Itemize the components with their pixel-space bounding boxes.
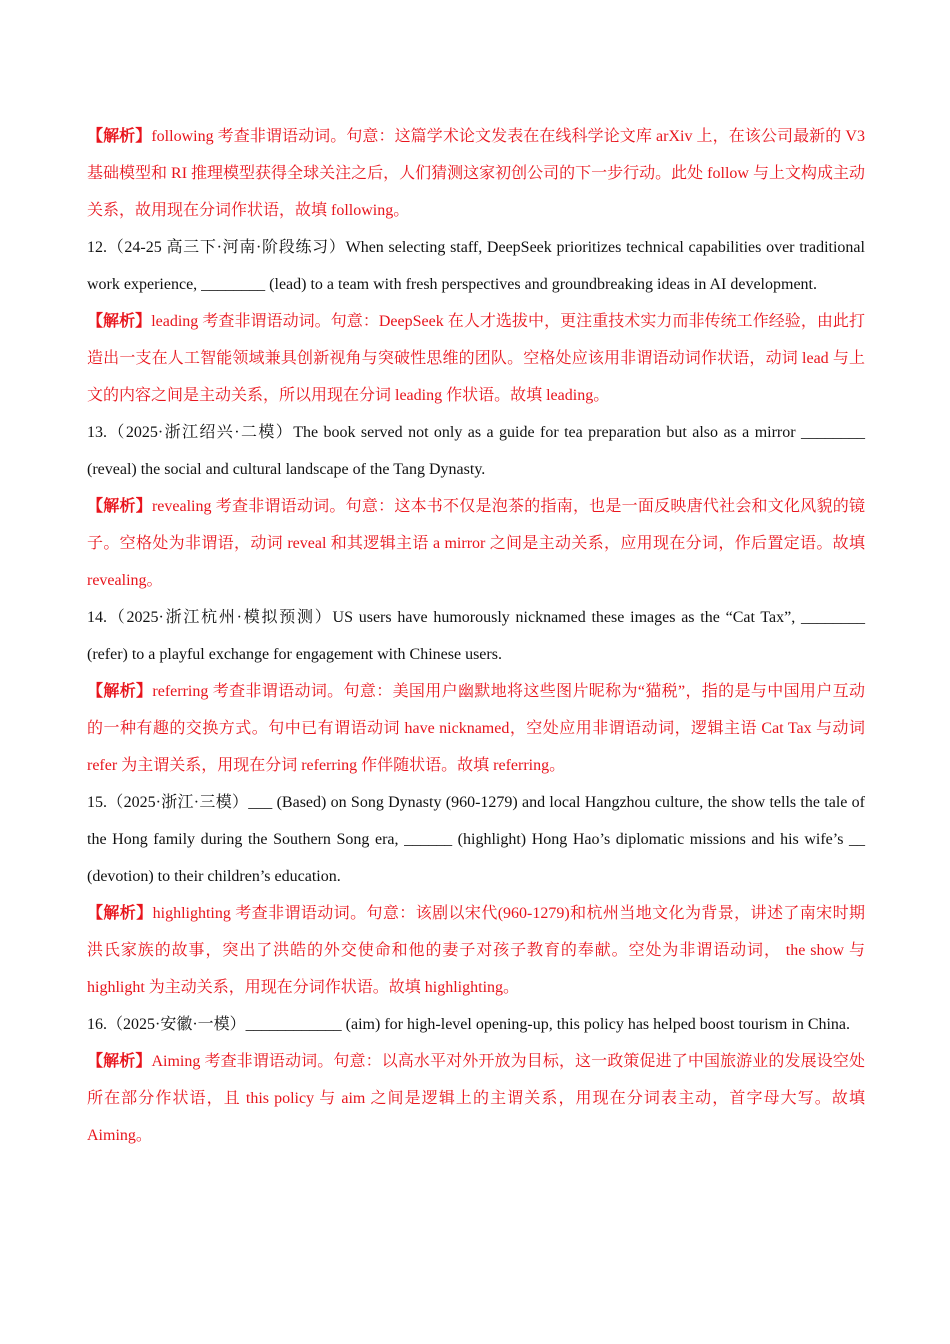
question-paragraph xyxy=(87,229,865,303)
question-text: (Based) on Song Dynasty (960-1279) and local Hangzhou culture, the show tells the tale of the Hong family during the Southern Song era, xyxy=(87,794,865,848)
question-source: （2025·安徽·一模） xyxy=(107,1016,246,1033)
analysis-tag: 【解析】 xyxy=(87,1053,152,1070)
analysis-paragraph xyxy=(87,895,865,1006)
answer-blank: ________ xyxy=(801,609,865,626)
analysis-tag: 【解析】 xyxy=(87,683,153,700)
analysis-text: referring 考查非谓语动词。句意：美国用户幽默地将这些图片昵称为“猫税”，指的是与中国用户互动的一种有趣的交换方式。句中已有谓语动词 have nicknamed，空处应用非谓语动词，逻辑主语 Cat Tax 与动词 refer 为主谓关系，用现在分词 referring 作伴随状语。故填 referring。 xyxy=(87,683,865,774)
answer-blank: ________ xyxy=(201,276,266,293)
question-number: 16. xyxy=(87,1016,107,1033)
analysis-tag: 【解析】 xyxy=(87,128,152,145)
question-number: 14. xyxy=(87,609,107,626)
answer-blank: ___ xyxy=(248,794,273,811)
question-paragraph xyxy=(87,784,865,895)
analysis-paragraph xyxy=(87,118,865,229)
answer-blank: ____________ xyxy=(245,1016,342,1033)
analysis-paragraph xyxy=(87,303,865,414)
question-text: (aim) for high-level opening-up, this policy has helped boost tourism in China. xyxy=(341,1016,851,1033)
question-paragraph xyxy=(87,599,865,673)
question-text: (reveal) the social and cultural landscape of the Tang Dynasty. xyxy=(87,461,486,478)
question-paragraph xyxy=(87,414,865,488)
analysis-text: highlighting 考查非谓语动词。句意：该剧以宋代(960-1279)和杭州当地文化为背景，讲述了南宋时期洪氏家族的故事，突出了洪皓的外交使命和他的妻子对孩子教育的奉献。空处为非谓语动词， the show 与 highlight 为主动关系，用现在分词作状语。故填 highlighting。 xyxy=(87,905,865,996)
question-text: The book served not only as a guide for tea preparation but also as a mirror xyxy=(293,424,801,441)
analysis-paragraph xyxy=(87,673,865,784)
question-source: （2025·浙江杭州·模拟预测） xyxy=(107,609,333,626)
analysis-paragraph xyxy=(87,1043,865,1154)
question-text: (refer) to a playful exchange for engagement with Chinese users. xyxy=(87,646,502,663)
analysis-tag: 【解析】 xyxy=(87,905,153,922)
question-text: US users have humorously nicknamed these images as the “Cat Tax”, xyxy=(332,609,801,626)
question-number: 15. xyxy=(87,794,107,811)
analysis-tag: 【解析】 xyxy=(87,498,152,515)
answer-blank: ________ xyxy=(801,424,865,441)
question-text: (devotion) to their children’s education. xyxy=(87,868,341,885)
analysis-text: revealing 考查非谓语动词。句意：这本书不仅是泡茶的指南，也是一面反映唐代社会和文化风貌的镜子。空格处为非谓语，动词 reveal 和其逻辑主语 a mirror 之间是主动关系，应用现在分词，作后置定语。故填 revealing。 xyxy=(87,498,865,589)
answer-blank: ______ xyxy=(404,831,453,848)
question-number: 12. xyxy=(87,239,107,256)
answer-blank: __ xyxy=(849,831,866,848)
content-column xyxy=(87,118,865,1154)
question-source: （24-25 高三下·河南·阶段练习） xyxy=(107,239,346,256)
question-text: When selecting staff, DeepSeek prioritizes technical capabilities over traditional work experience, xyxy=(87,239,865,293)
analysis-paragraph xyxy=(87,488,865,599)
analysis-text: following 考查非谓语动词。句意：这篇学术论文发表在在线科学论文库 arXiv 上，在该公司最新的 V3 基础模型和 RI 推理模型获得全球关注之后，人们猜测这家初创公司的下一步行动。此处 follow 与上文构成主动关系，故用现在分词作状语，故填 following。 xyxy=(87,128,865,219)
question-number: 13. xyxy=(87,424,107,441)
question-source: （2025·浙江绍兴·二模） xyxy=(107,424,294,441)
analysis-text: Aiming 考查非谓语动词。句意：以高水平对外开放为目标，这一政策促进了中国旅游业的发展设空处所在部分作状语，且 this policy 与 aim 之间是逻辑上的主谓关系，用现在分词表主动，首字母大写。故填 Aiming。 xyxy=(87,1053,865,1144)
question-text: (lead) to a team with fresh perspectives and groundbreaking ideas in AI development. xyxy=(265,276,817,293)
question-source: （2025·浙江·三模） xyxy=(107,794,249,811)
question-text: (highlight) Hong Hao’s diplomatic missions and his wife’s xyxy=(452,831,850,848)
analysis-text: leading 考查非谓语动词。句意：DeepSeek 在人才选拔中，更注重技术实力而非传统工作经验，由此打造出一支在人工智能领域兼具创新视角与突破性思维的团队。空格处应该用非谓语动词作状语，动词 lead 与上文的内容之间是主动关系，所以用现在分词 leading 作状语。故填 leading。 xyxy=(87,313,865,404)
analysis-tag: 【解析】 xyxy=(87,313,152,330)
question-paragraph xyxy=(87,1006,865,1043)
